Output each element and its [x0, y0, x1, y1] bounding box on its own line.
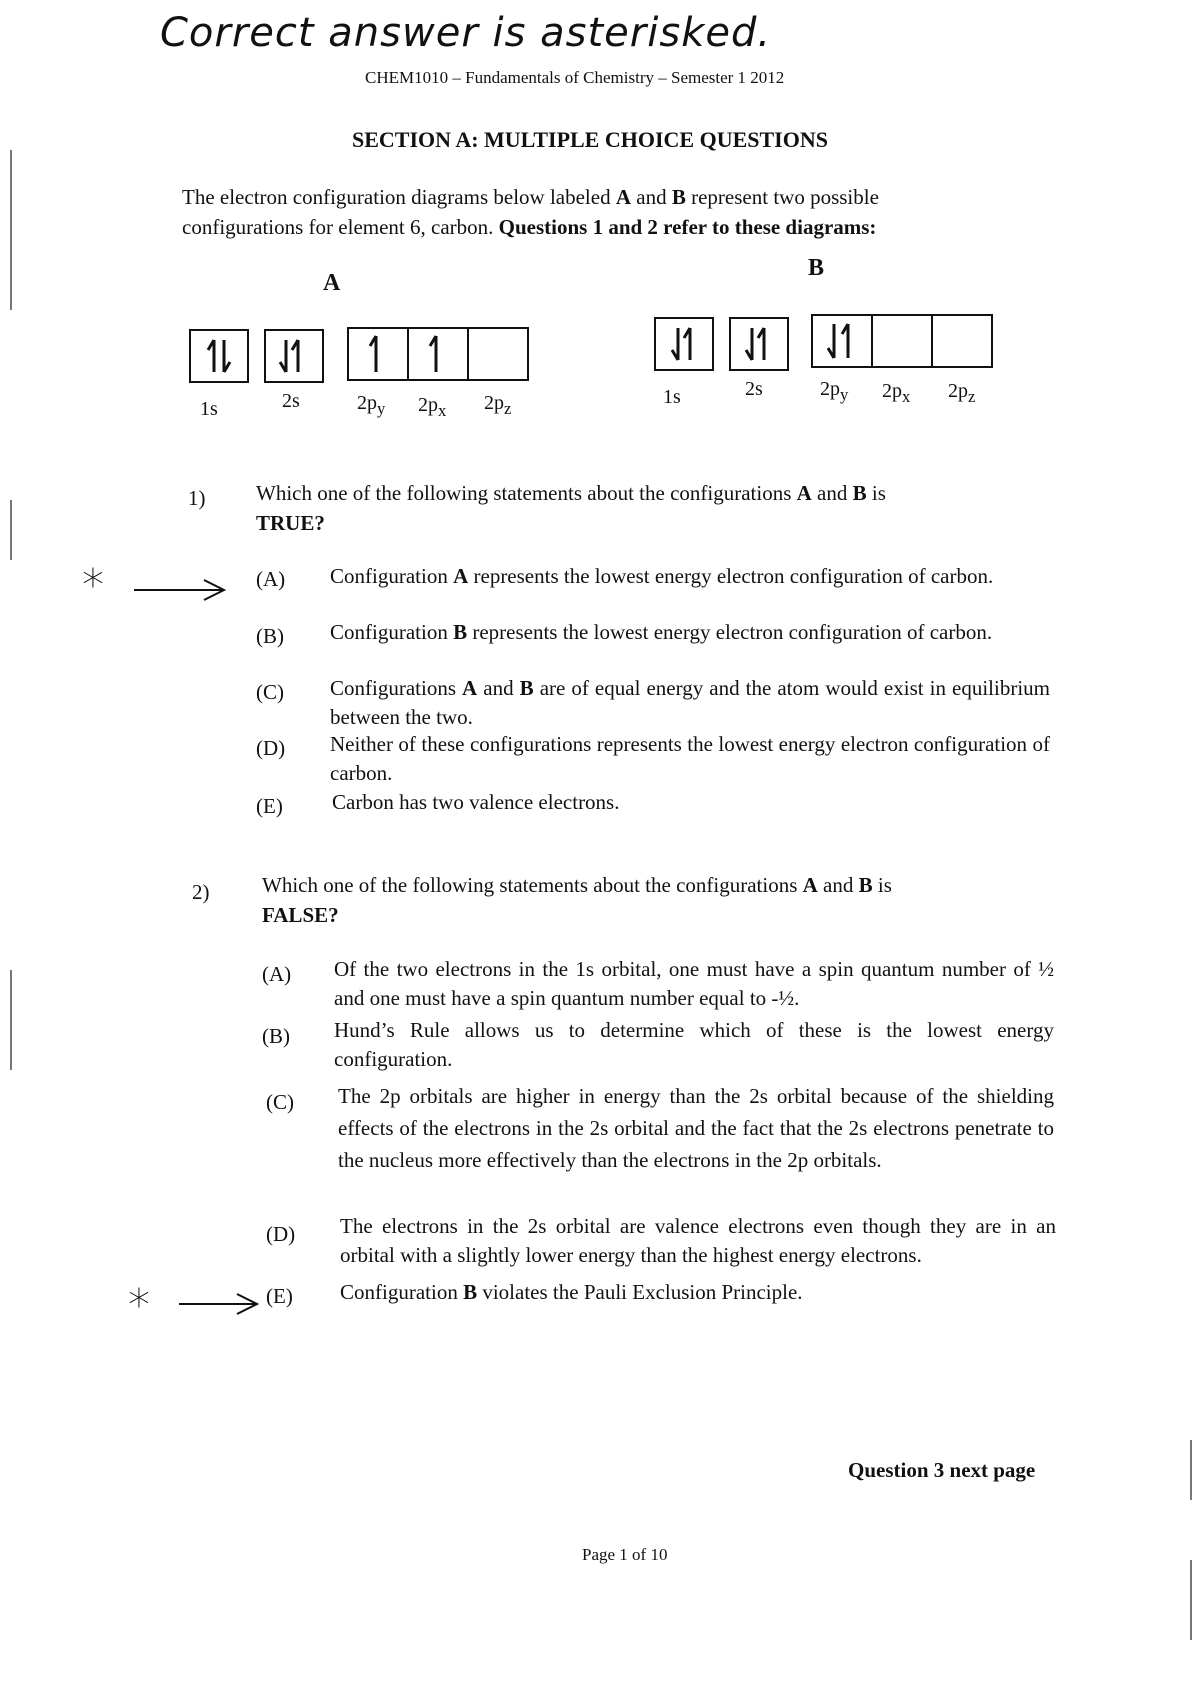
question-2-number: 2) — [192, 880, 210, 904]
q2-option-e-text: Configuration B violates the Pauli Exclusion Principle. — [340, 1280, 803, 1304]
diagram-a-1s-up-arrow — [208, 340, 214, 372]
diagram-b-1s-up-arrow — [684, 328, 690, 360]
diagram-b-1s-label: 1s — [663, 386, 681, 408]
q2-option-d-letter: (D) — [266, 1222, 296, 1246]
diagram-a-2pz-label: $2p_z$ — [484, 392, 512, 418]
diagram-b-2px-label: $2p_x$ — [882, 380, 911, 406]
diagram-a-2py-up-arrow — [370, 336, 376, 372]
diagram-b-2pz-box — [932, 315, 992, 367]
diagram-b-2py-up-arrow — [842, 324, 848, 358]
orbital-diagrams — [0, 0, 1200, 450]
diagram-b-2s-up-arrow — [758, 328, 764, 360]
question-2-stem: Which one of the following statements about the configurations A and B is FALSE? — [262, 873, 892, 927]
question-1-keyword: TRUE? — [256, 511, 325, 535]
diagram-b-2s-box — [730, 318, 788, 370]
diagram-b-2pz-label: $2p_z$ — [948, 380, 976, 406]
q1-option-e-text: Carbon has two valence electrons. — [332, 790, 620, 814]
question-1-stem: Which one of the following statements about the configurations A and B is TRUE? — [256, 481, 886, 535]
q1-option-d-text: Neither of these configurations represents the lowest energy electron configuration of carbon. — [330, 732, 1050, 785]
diagram-a-2s-down-arrow — [280, 340, 286, 372]
q2-option-c-letter: (C) — [266, 1090, 294, 1114]
diagram-b-2py-box — [812, 315, 872, 367]
diagram-b-label: B — [808, 255, 825, 281]
left-margin-mark — [10, 150, 12, 310]
diagram-b-2s-down-arrow — [746, 328, 752, 360]
diagram-a-1s-box — [190, 330, 248, 382]
diagram-b-1s-box — [655, 318, 713, 370]
q1-option-b-text: Configuration B represents the lowest energy electron configuration of carbon. — [330, 620, 993, 644]
q1-option-a-letter: (A) — [256, 567, 286, 591]
diagram-a-2py-box — [348, 328, 408, 380]
right-margin-mark — [1190, 1440, 1192, 1500]
diagram-a-1s-down-arrow — [224, 340, 230, 372]
diagram-a-2px-up-arrow — [430, 336, 436, 372]
q1-option-c-text: Configurations A and B are of equal energy and the atom would exist in equilibrium between the two. — [330, 676, 1050, 729]
q2-option-b-text: Hund’s Rule allows us to determine which of these is the lowest energy configuration. — [334, 1018, 1054, 1071]
handwritten-note: Correct answer is asterisked. — [160, 10, 772, 56]
diagram-a-2px-label: $2p_x$ — [418, 394, 447, 420]
question-2-keyword: FALSE? — [262, 903, 339, 927]
intro-line-1: The electron configuration diagrams below labeled A and B represent two possible — [182, 185, 879, 209]
section-title: SECTION A: MULTIPLE CHOICE QUESTIONS — [352, 127, 828, 152]
diagram-a-2py-label: $2p_y$ — [357, 392, 386, 418]
q2-option-e-letter: (E) — [266, 1284, 293, 1308]
right-margin-mark — [1190, 1560, 1192, 1640]
q2-asterisk-marker: * — [128, 1280, 150, 1331]
q2-option-b-letter: (B) — [262, 1024, 290, 1048]
q1-option-e-letter: (E) — [256, 794, 283, 818]
q2-option-a-letter: (A) — [262, 962, 292, 986]
q2-option-a-text: Of the two electrons in the 1s orbital, one must have a spin quantum number of ½ and one must have a spin quantum number equal to -½. — [334, 957, 1054, 1010]
page-footer: Page 1 of 10 — [582, 1545, 668, 1564]
q1-option-b-letter: (B) — [256, 624, 284, 648]
q1-option-c-letter: (C) — [256, 680, 284, 704]
diagram-a-2s-label: 2s — [282, 390, 300, 412]
diagram-a-label: A — [323, 270, 341, 296]
q2-option-c-text: The 2p orbitals are higher in energy than the 2s orbital because of the shielding effects of the electrons in the 2s orbital and the fact that the 2s electrons penetrate to the nucleus more effectively than the electrons in the 2p orbitals. — [338, 1084, 1054, 1172]
q2-arrow-icon — [175, 1288, 265, 1318]
q1-option-a-text: Configuration A represents the lowest energy electron configuration of carbon. — [330, 564, 994, 588]
diagram-b-2s-label: 2s — [745, 378, 763, 400]
question-1-number: 1) — [188, 486, 206, 510]
page-header: CHEM1010 – Fundamentals of Chemistry – Semester 1 2012 — [365, 68, 785, 87]
intro-line-2: configurations for element 6, carbon. Questions 1 and 2 refer to these diagrams: — [182, 215, 877, 239]
left-margin-mark — [10, 500, 12, 560]
diagram-b-2px-box — [872, 315, 932, 367]
diagram-b-1s-down-arrow — [672, 328, 678, 360]
diagram-b-2py-down-arrow — [828, 324, 834, 358]
q1-asterisk-marker: * — [82, 560, 104, 611]
diagram-a-2s-box — [265, 330, 323, 382]
diagram-a-2pz-box — [468, 328, 528, 380]
next-page-note: Question 3 next page — [848, 1458, 1036, 1482]
q1-arrow-icon — [130, 574, 230, 604]
q2-option-d-text: The electrons in the 2s orbital are valence electrons even though they are in an orbital with a slightly lower energy than the highest energy electrons. — [340, 1214, 1056, 1267]
diagram-a-2s-up-arrow — [292, 340, 298, 372]
diagram-b-2py-label: $2p_y$ — [820, 378, 849, 404]
diagram-a-2px-box — [408, 328, 468, 380]
q1-option-d-letter: (D) — [256, 736, 286, 760]
left-margin-mark — [10, 970, 12, 1070]
diagram-a-1s-label: 1s — [200, 398, 218, 420]
